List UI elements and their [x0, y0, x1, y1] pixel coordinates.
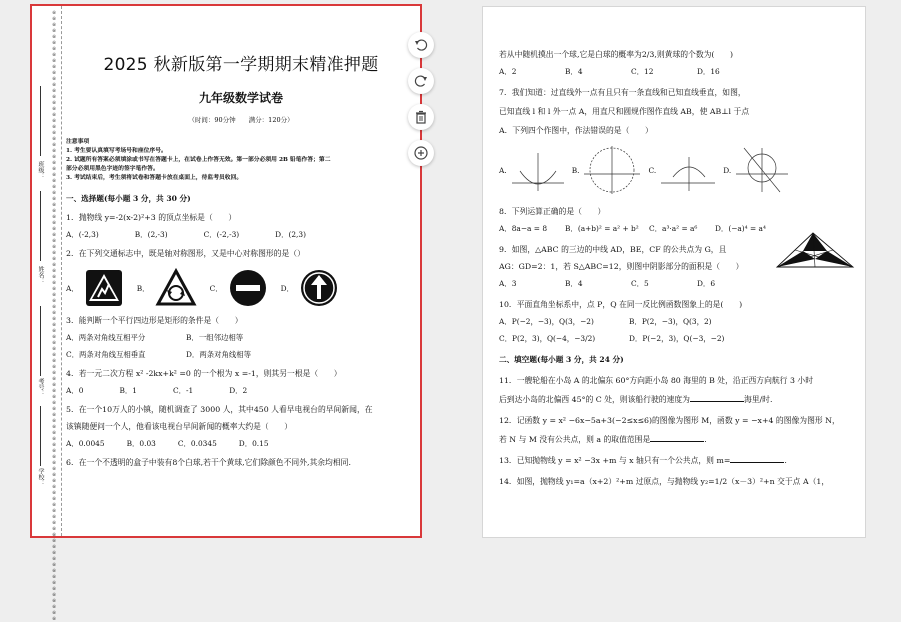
option: B．4	[565, 67, 583, 76]
option: C．P(2，3)，Q(−4，−3/2)	[499, 334, 596, 343]
option: D．16	[697, 67, 720, 76]
note-line: 2. 试题所有答案必须填涂或书写在答题卡上，在试卷上作答无效。第一部分必须用 2B 铅笔作答；第二	[66, 157, 331, 163]
question-5-options	[66, 438, 416, 449]
section-heading: 二、填空题(每小题 3 分，共 24 分)	[499, 355, 624, 364]
binding-line	[40, 406, 41, 466]
question-13	[499, 455, 859, 466]
option: D．P(−2，3)，Q(−3，−2)	[629, 334, 725, 343]
option: C．-1	[172, 386, 194, 395]
answer-blank	[690, 394, 744, 402]
question-11-line: 11．一艘轮船在小岛 A 的北偏东 60°方向距小岛 80 海里的 B 处，沿正西方向航行 3 小时	[499, 376, 813, 385]
construction-figure-d	[734, 144, 790, 196]
question-14: 14．如图，抛物线 y₁=a（x+2）²+m 过原点，与抛物线 y₂=1/2（x－3）²+n 交于点 A（1，	[499, 477, 830, 486]
question-11-unit: 海里/时.	[743, 395, 773, 404]
option-label: C．	[209, 283, 223, 293]
exam-meta: （时间：90分钟 满分：120分）	[188, 116, 294, 124]
figure-label: D.	[723, 165, 732, 175]
section-heading: 一、选择题(每小题 3 分，共 30 分)	[66, 194, 191, 203]
question-2-signs	[66, 269, 416, 307]
question-11-line	[499, 394, 859, 405]
option: A．0.0045	[66, 439, 105, 448]
question-10-options	[499, 316, 859, 327]
triangle-medians-figure	[773, 229, 857, 275]
figure-label: B.	[571, 165, 580, 175]
question-6-options	[499, 66, 859, 77]
question-8: 8．下列运算正确的是（ ）	[499, 207, 606, 216]
option: B．0.03	[126, 439, 156, 448]
option-label: A．	[66, 283, 79, 293]
rotate-left-button[interactable]	[408, 32, 434, 58]
question-5-line: 5．在一个10万人的小镇，随机调查了 3000 人，其中450 人看早电视台的早间新闻，在	[66, 405, 373, 414]
question-5	[66, 404, 416, 432]
question-4-options	[66, 385, 416, 396]
option-label: B．	[136, 283, 150, 293]
exam-page-2[interactable]	[482, 6, 866, 538]
option: A．两条对角线互相平分	[66, 333, 146, 342]
question-5-line: 该镇随便问一个人，他看该电视台早间新闻的概率大约是（ ）	[66, 422, 293, 431]
question-12-line	[499, 434, 859, 445]
binding-line	[40, 306, 41, 376]
binding-field-school: 学校：	[37, 468, 44, 486]
question-13-end: .	[784, 456, 787, 465]
option: A．0	[66, 386, 84, 395]
construction-figure-b	[582, 144, 642, 196]
question-9-line: 9．如图，△ABC 的三边的中线 AD，BE，CF 的公共点为 G，且	[499, 245, 727, 254]
question-12-text: 若 N 与 M 没有公共点，则 a 的取值范围是	[499, 435, 651, 444]
option: C．a³·a² = a⁶	[649, 224, 698, 233]
option: A．2	[499, 67, 517, 76]
question-9-line: AG：GD=2：1，若 S△ABC=12，则图中阴影部分的面积是（ ）	[499, 262, 744, 271]
notes-title: 注意事项	[66, 139, 90, 145]
option: B．1	[119, 386, 137, 395]
question-12-end: .	[704, 435, 707, 444]
answer-blank	[730, 455, 787, 465]
trash-icon	[414, 110, 428, 124]
option: B．一组邻边相等	[186, 333, 244, 342]
question-12-line: 12．记函数 y = x² −6x−5a+3(−2≤x≤6)的图像为图形 M，函数 y = −x+4 的图像为图形 N，	[499, 416, 840, 425]
option: A．8a−a = 8	[499, 224, 548, 233]
option: B．4	[565, 279, 583, 288]
construction-figure-c	[659, 147, 717, 193]
notes-block	[66, 138, 416, 183]
question-9-options	[499, 278, 859, 289]
option: D．两条对角线相等	[186, 350, 252, 359]
binding-field-name: 姓名：	[37, 266, 44, 284]
add-icon	[414, 146, 428, 160]
option: C．12	[631, 67, 654, 76]
note-line: 部分必须用黑色字迹的签字笔作答。	[66, 166, 159, 172]
delete-button[interactable]	[408, 104, 434, 130]
question-10: 10．平面直角坐标系中，点 P，Q 在同一反比例函数图象上的是( )	[499, 300, 743, 309]
question-1: 1．抛物线 y=-2(x-2)²+3 的顶点坐标是（ ）	[66, 213, 237, 222]
option: D．(−a)⁴ = a⁴	[715, 224, 766, 233]
option: D．6	[697, 279, 716, 288]
option: B．P(2，−3)，Q(3，2)	[629, 317, 712, 326]
binding-line	[40, 191, 41, 261]
question-7-line: A．下列四个作图中，作法错误的是（ ）	[499, 126, 653, 135]
exam-page-1[interactable]	[30, 4, 422, 622]
option: B．(2,-3)	[134, 230, 168, 239]
question-1-options	[66, 229, 416, 240]
question-13-text: 13．已知抛物线 y = x² −3x +m 与 x 轴只有一个公共点，则 m=	[499, 456, 731, 465]
option: A．3	[499, 279, 517, 288]
option: C．两条对角线互相垂直	[66, 350, 146, 359]
roundabout-triangle-sign-icon	[156, 269, 196, 307]
question-7-figures	[499, 144, 859, 196]
question-11-text: 后到达小岛的北偏西 45°的 C 处，则该船行驶的速度为	[499, 395, 690, 404]
rotate-right-icon	[414, 74, 428, 88]
figure-label: A.	[499, 165, 507, 175]
answer-blank	[650, 434, 707, 444]
slippery-road-sign-icon	[85, 269, 123, 307]
option: D．0.15	[238, 439, 269, 448]
option: D．2	[229, 386, 248, 395]
exam-title: 2025 秋新版第一学期期末精准押题	[103, 55, 379, 75]
add-page-button[interactable]	[408, 140, 434, 166]
rotate-left-icon	[414, 38, 428, 52]
question-3: 3．能判断一个平行四边形是矩形的条件是（ ）	[66, 316, 243, 325]
option: D．(2,3)	[275, 230, 306, 239]
exam-subtitle: 九年级数学试卷	[198, 91, 283, 105]
construction-figure-a	[510, 147, 566, 193]
question-7-line: 已知直线 l 和 l 外一点 A，用直尺和圆规作图作直线 AB，使 AB⊥l 于点	[499, 107, 750, 116]
question-6-continued: 若从中随机摸出一个球,它是白球的概率为2/3,则黄球的个数为( )	[499, 50, 734, 59]
binding-line	[40, 86, 41, 156]
binding-field-class: 班级：	[37, 161, 44, 179]
option: C．0.0345	[177, 439, 217, 448]
option: C．5	[631, 279, 649, 288]
figure-label: C.	[648, 165, 657, 175]
binding-field-number: 考号：	[37, 378, 44, 396]
question-2: 2．在下列交通标志中，既是轴对称图形，又是中心对称图形的是（）	[66, 249, 305, 258]
note-line: 3. 考试结束后，考生须将试卷和答题卡放在桌面上，待监考员收回。	[66, 175, 243, 181]
question-6: 6．在一个不透明的盒子中装有8个白球,若干个黄球,它们除颜色不同外,其余均相同.	[66, 458, 351, 467]
page-toolbar	[408, 32, 434, 176]
option: B．(a+b)² = a² + b²	[565, 224, 639, 233]
binding-margin	[32, 6, 62, 622]
question-10-options	[499, 333, 859, 344]
straight-ahead-sign-icon	[300, 269, 338, 307]
binding-dash-column: ※※※※※※※※※※※※※※※※※※※※※※※※※※※※※※※※※※※※※※※※※※※※※※※※※※※※※※※※※※※※※※※※※※※※※※※※※※※※※※※※※※※※※※※※※※※※※※※※※※※※※※	[52, 10, 57, 622]
option: A．P(−2，−3)，Q(3，−2)	[499, 317, 594, 326]
question-7-line: 7．我们知道：过直线外一点有且只有一条直线和已知直线垂直，如图，	[499, 88, 746, 97]
note-line: 1. 考生要认真填写考场号和座位序号。	[66, 148, 167, 154]
question-3-options	[66, 332, 416, 360]
option-label: D．	[280, 283, 294, 293]
rotate-right-button[interactable]	[408, 68, 434, 94]
option: C．(-2,-3)	[203, 230, 240, 239]
no-entry-sign-icon	[229, 269, 267, 307]
question-4: 4．若一元二次方程 x² -2kx+k² =0 的一个根为 x =-1，则其另一根是（ ）	[66, 369, 342, 378]
option: A．(-2,3)	[66, 230, 99, 239]
